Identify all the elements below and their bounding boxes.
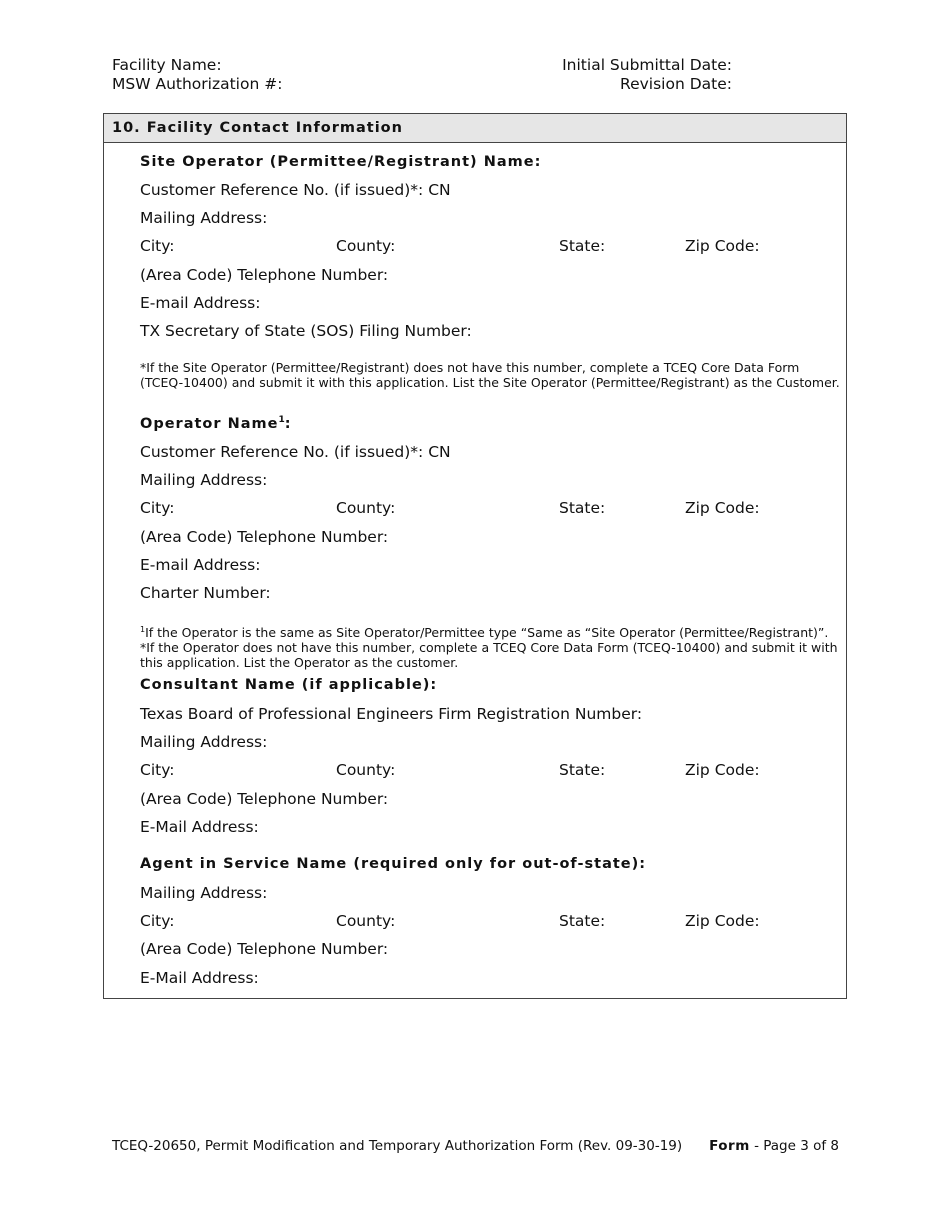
consultant-county: County: xyxy=(336,761,396,779)
site-operator-city-state-row xyxy=(140,237,840,257)
agent-state: State: xyxy=(559,912,606,930)
agent-zip: Zip Code: xyxy=(685,912,760,930)
page-header xyxy=(112,56,732,96)
site-operator-state: State: xyxy=(559,237,606,255)
agent-city-state-row xyxy=(140,912,840,932)
site-operator-zip: Zip Code: xyxy=(685,237,760,255)
operator-county: County: xyxy=(336,499,396,517)
consultant-state: State: xyxy=(559,761,606,779)
operator-mailing-address: Mailing Address: xyxy=(140,471,268,489)
site-operator-mailing-address: Mailing Address: xyxy=(140,209,268,227)
operator-heading: Operator Name$^1$: xyxy=(140,415,292,432)
consultant-mailing-address: Mailing Address: xyxy=(140,733,268,751)
site-operator-phone: (Area Code) Telephone Number: xyxy=(140,266,389,284)
site-operator-sos-number: TX Secretary of State (SOS) Filing Number: xyxy=(140,322,472,340)
initial-submittal-date-label: Initial Submittal Date: xyxy=(562,56,732,74)
operator-state: State: xyxy=(559,499,606,517)
operator-zip: Zip Code: xyxy=(685,499,760,517)
revision-date-label: Revision Date: xyxy=(620,75,732,93)
consultant-city-state-row xyxy=(140,761,840,781)
consultant-zip: Zip Code: xyxy=(685,761,760,779)
page-footer xyxy=(112,1138,839,1154)
site-operator-note: *If the Site Operator (Permittee/Registrant) does not have this number, complete a TCEQ Core Data Form (TCEQ-10400) and submit it with this application. List the Site Operator (Permittee/Registrant) as the Customer. xyxy=(140,360,840,390)
agent-heading: Agent in Service Name (required only for out-of-state): xyxy=(140,856,647,872)
facility-name-label: Facility Name: xyxy=(112,56,222,74)
site-operator-heading: Site Operator (Permittee/Registrant) Name: xyxy=(140,154,542,170)
operator-city-state-row xyxy=(140,499,840,519)
agent-mailing-address: Mailing Address: xyxy=(140,884,268,902)
consultant-city: City: xyxy=(140,761,175,779)
agent-city: City: xyxy=(140,912,175,930)
agent-phone: (Area Code) Telephone Number: xyxy=(140,940,389,958)
consultant-heading: Consultant Name (if applicable): xyxy=(140,677,438,693)
site-operator-email: E-mail Address: xyxy=(140,294,261,312)
section-title: 10. Facility Contact Information xyxy=(104,114,846,143)
site-operator-county: County: xyxy=(336,237,396,255)
operator-note: $^1$If the Operator is the same as Site Operator/Permittee type “Same as “Site Operator (Permittee/Registrant)”. *If the Operator does not have this number, complete a TCEQ Core Data Form (TCEQ-10400) and submit it with this application. List the Operator as the customer. xyxy=(140,625,838,671)
agent-county: County: xyxy=(336,912,396,930)
consultant-phone: (Area Code) Telephone Number: xyxy=(140,790,389,808)
consultant-email: E-Mail Address: xyxy=(140,818,259,836)
operator-charter-number: Charter Number: xyxy=(140,584,271,602)
operator-email: E-mail Address: xyxy=(140,556,261,574)
site-operator-city: City: xyxy=(140,237,175,255)
operator-customer-ref: Customer Reference No. (if issued)*: CN xyxy=(140,443,451,461)
operator-city: City: xyxy=(140,499,175,517)
footer-form-id: TCEQ-20650, Permit Modification and Temporary Authorization Form (Rev. 09-30-19) xyxy=(112,1138,683,1154)
facility-contact-section xyxy=(103,113,847,999)
operator-phone: (Area Code) Telephone Number: xyxy=(140,528,389,546)
msw-authorization-label: MSW Authorization #: xyxy=(112,75,283,93)
site-operator-customer-ref: Customer Reference No. (if issued)*: CN xyxy=(140,181,451,199)
agent-email: E-Mail Address: xyxy=(140,969,259,987)
footer-page-number: Form - Page 3 of 8 xyxy=(709,1138,839,1154)
consultant-tbpe-number: Texas Board of Professional Engineers Firm Registration Number: xyxy=(140,705,643,723)
